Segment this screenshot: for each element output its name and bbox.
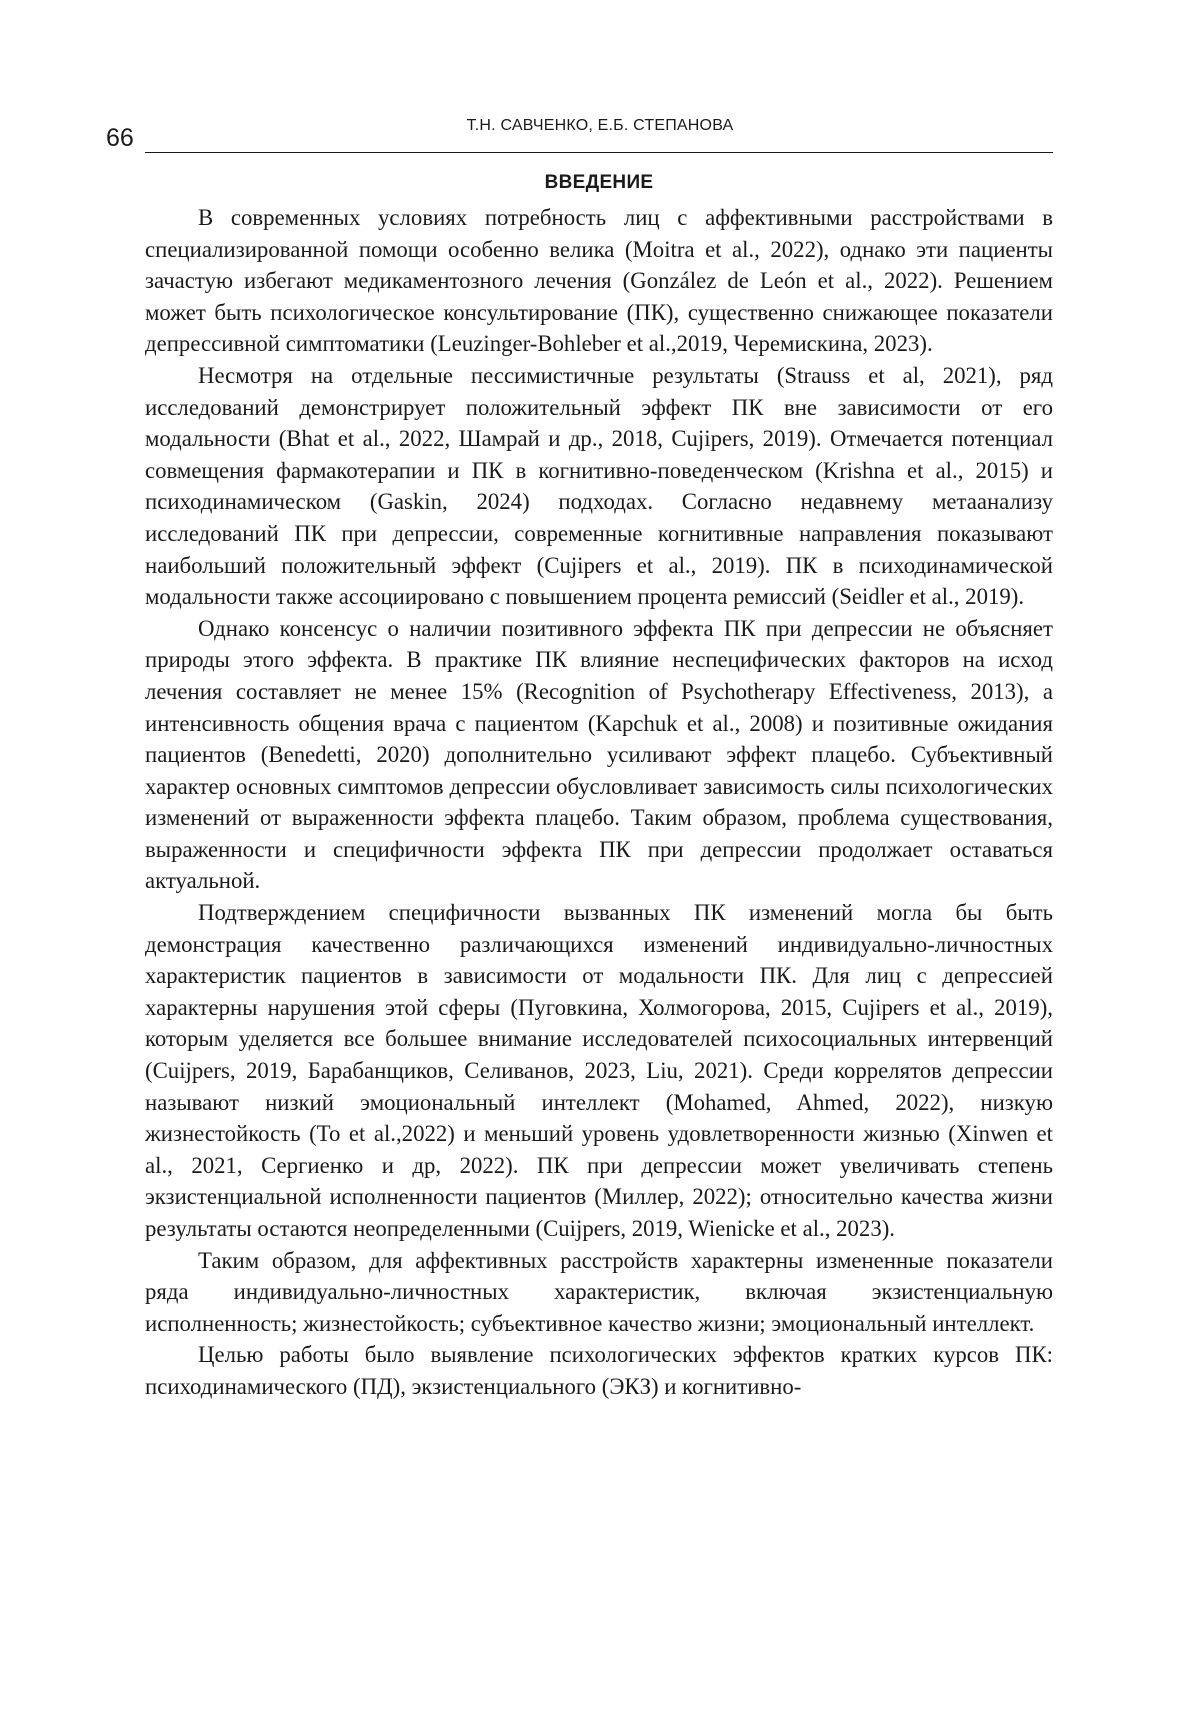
paragraph-1: В современных условиях потребность лиц с аффективными расстройствами в специализированной помощи особенно велика (Moitra et al., 2022), однако эти пациенты зачастую избегают медикаментозного лечения (González de León et al., 2022). Решением может быть психологическое консультирование (ПК), существенно снижающее показатели депрессивной симптоматики (Leuzinger-Bohleber et al.,2019, Черемискина, 2023). bbox=[145, 205, 1053, 357]
header-rule bbox=[145, 152, 1053, 153]
body-text bbox=[145, 202, 1053, 1403]
running-head: Т.Н. САВЧЕНКО, Е.Б. СТЕПАНОВА bbox=[466, 117, 734, 134]
page-number: 66 bbox=[106, 124, 134, 152]
paragraph-3: Однако консенсус о наличии позитивного эффекта ПК при депрессии не объясняет природы этого эффекта. В практике ПК влияние неспецифических факторов на исход лечения составляет не менее 15% (Recognition of Psychotherapy Effectiveness, 2013), а интенсивность общения врача с пациентом (Kapchuk et al., 2008) и позитивные ожидания пациентов (Benedetti, 2020) дополнительно усиливают эффект плацебо. Субъективный характер основных симптомов депрессии обусловливает зависимость силы психологических изменений от выраженности эффекта плацебо. Таким образом, проблема существования, выраженности и специфичности эффекта ПК при депрессии продолжает оставаться актуальной. bbox=[145, 615, 1053, 894]
section-title: ВВЕДЕНИЕ bbox=[544, 172, 654, 193]
paragraph-4: Подтверждением специфичности вызванных ПК изменений могла бы быть демонстрация качественно различающихся изменений индивидуально-личностных характеристик пациентов в зависимости от модальности ПК. Для лиц с депрессией характерны нарушения этой сферы (Пуговкина, Холмогорова, 2015, Cujipers et al., 2019), которым уделяется все большее внимание исследователей психосоциальных интервенций (Cuijpers, 2019, Барабанщиков, Селиванов, 2023, Liu, 2021). Среди коррелятов депрессии называют низкий эмоциональный интеллект (Mohamed, Ahmed, 2022), низкую жизнестойкость (To et al.,2022) и меньший уровень удовлетворенности жизнью (Xinwen et al., 2021, Сергиенко и др, 2022). ПК при депрессии может увеличивать степень экзистенциальной исполненности пациентов (Миллер, 2022); относительно качества жизни результаты остаются неопределенными (Cuijpers, 2019, Wienicke et al., 2023). bbox=[145, 900, 1053, 1241]
paragraph-5: Таким образом, для аффективных расстройств характерны измененные показатели ряда индивидуально-личностных характеристик, включая экзистенциальную исполненность; жизнестойкость; субъективное качество жизни; эмоциональный интеллект. bbox=[145, 1247, 1053, 1336]
paragraph-6: Целью работы было выявление психологических эффектов кратких курсов ПК: психодинамического (ПД), экзистенциального (ЭКЗ) и когнитивно- bbox=[145, 1342, 1053, 1399]
paragraph-2: Несмотря на отдельные пессимистичные результаты (Strauss et al, 2021), ряд исследований демонстрирует положительный эффект ПК вне зависимости от его модальности (Bhat et al., 2022, Шамрай и др., 2018, Cujipers, 2019). Отмечается потенциал совмещения фармакотерапии и ПК в когнитивно-поведенческом (Krishna et al., 2015) и психодинамическом (Gaskin, 2024) подходах. Согласно недавнему метаанализу исследований ПК при депрессии, современные когнитивные направления показывают наибольший положительный эффект (Cujipers et al., 2019). ПК в психодинамической модальности также ассоциировано с повышением процента ремиссий (Seidler et al., 2019). bbox=[145, 362, 1053, 610]
